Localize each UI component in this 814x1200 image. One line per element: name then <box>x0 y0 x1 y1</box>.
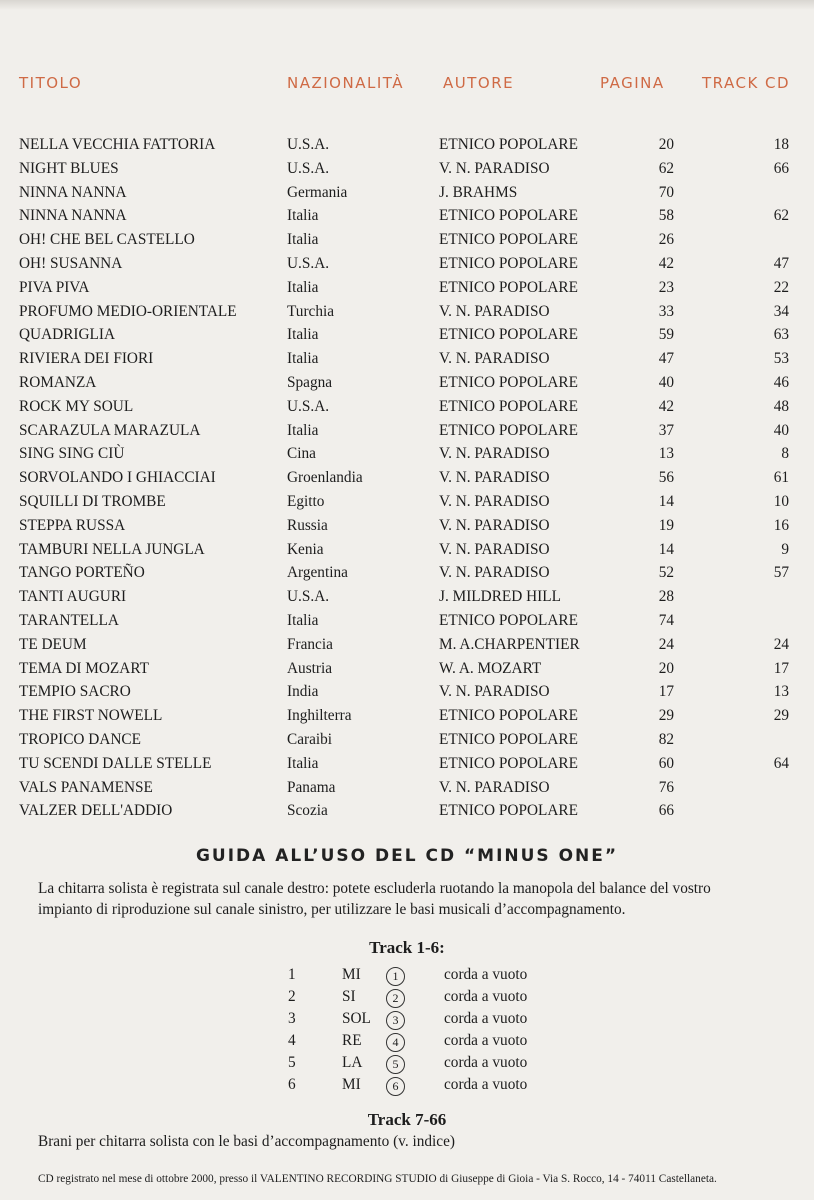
recording-credits: CD registrato nel mese di ottobre 2000, presso il VALENTINO RECORDING STUDIO di Giuseppe di Gioia - Via S. Rocco, 14 - 74011 Castellaneta. <box>38 1173 717 1185</box>
string-row <box>0 1076 814 1098</box>
song-nationality: Italia <box>287 754 319 772</box>
track-7-66-text: Brani per chitarra solista con le basi d’accompagnamento (v. indice) <box>38 1133 455 1150</box>
song-author: ETNICO POPOLARE <box>439 207 578 225</box>
song-author: ETNICO POPOLARE <box>439 254 578 272</box>
song-page: 82 <box>658 730 674 748</box>
string-description: corda a vuoto <box>444 966 528 983</box>
table-row <box>0 564 814 588</box>
song-title: VALS PANAMENSE <box>19 778 153 796</box>
song-page: 70 <box>658 183 674 201</box>
song-track: 47 <box>773 254 789 272</box>
string-number: 6 <box>288 1076 296 1093</box>
song-author: V. N. PARADISO <box>439 469 550 487</box>
song-title: RIVIERA DEI FIORI <box>19 350 154 368</box>
song-page: 56 <box>658 469 674 487</box>
song-author: ETNICO POPOLARE <box>439 421 578 439</box>
track-7-66-heading: Track 7-66 <box>367 1110 447 1129</box>
song-title: TU SCENDI DALLE STELLE <box>19 754 212 772</box>
song-page: 20 <box>658 136 674 153</box>
song-author: V. N. PARADISO <box>439 540 550 558</box>
table-row <box>0 541 814 565</box>
table-row <box>0 779 814 803</box>
song-page: 20 <box>658 659 674 677</box>
table-row <box>0 279 814 303</box>
song-title: NIGHT BLUES <box>19 159 119 177</box>
string-number: 4 <box>288 1032 296 1049</box>
song-title: PROFUMO MEDIO-ORIENTALE <box>19 302 237 320</box>
song-nationality: U.S.A. <box>287 136 330 153</box>
song-title: SING SING CIÙ <box>19 445 125 463</box>
table-row <box>0 231 814 255</box>
song-page: 60 <box>658 754 674 772</box>
song-title: PIVA PIVA <box>19 278 90 296</box>
string-note: LA <box>342 1054 363 1071</box>
table-row <box>0 802 814 826</box>
song-author: ETNICO POPOLARE <box>439 802 578 820</box>
song-track: 57 <box>773 564 789 582</box>
song-title: TROPICO DANCE <box>19 730 141 748</box>
song-track: 46 <box>773 373 789 391</box>
header-title: TITOLO <box>19 74 83 92</box>
table-row <box>0 445 814 469</box>
song-nationality: Caraibi <box>287 730 333 748</box>
song-nationality: U.S.A. <box>287 159 330 177</box>
song-nationality: Cina <box>287 445 316 463</box>
song-author: J. MILDRED HILL <box>439 588 561 606</box>
song-title: SCARAZULA MARAZULA <box>19 421 201 439</box>
song-track: 24 <box>773 635 789 653</box>
song-author: V. N. PARADISO <box>439 683 550 701</box>
string-number: 1 <box>288 966 296 983</box>
song-nationality: Spagna <box>287 373 333 391</box>
song-nationality: Francia <box>287 635 333 653</box>
string-note: SOL <box>342 1010 371 1027</box>
song-track: 48 <box>773 397 789 415</box>
header-nationality: NAZIONALITÀ <box>287 74 405 92</box>
song-page: 28 <box>658 588 674 606</box>
song-title: STEPPA RUSSA <box>19 516 126 534</box>
song-page: 42 <box>658 254 674 272</box>
table-row <box>0 303 814 327</box>
table-row <box>0 493 814 517</box>
string-note: MI <box>342 966 361 983</box>
table-row <box>0 350 814 374</box>
song-author: ETNICO POPOLARE <box>439 397 578 415</box>
guide-heading: GUIDA ALL’USO DEL CD “MINUS ONE” <box>195 846 619 866</box>
table-row <box>0 374 814 398</box>
song-page: 29 <box>658 707 674 725</box>
song-author: W. A. MOZART <box>439 659 542 677</box>
song-page: 33 <box>658 302 674 320</box>
table-row <box>0 755 814 779</box>
string-circle-icon: 6 <box>386 1077 405 1096</box>
table-row <box>0 731 814 755</box>
song-nationality: Italia <box>287 207 319 225</box>
song-page: 58 <box>658 207 674 225</box>
string-circle-icon: 4 <box>386 1033 405 1052</box>
song-nationality: Egitto <box>287 492 325 510</box>
table-row <box>0 326 814 350</box>
song-page: 52 <box>658 564 674 582</box>
song-nationality: Inghilterra <box>287 707 352 725</box>
string-number: 3 <box>288 1010 296 1027</box>
song-title: TEMPIO SACRO <box>19 683 131 701</box>
table-row <box>0 184 814 208</box>
song-title: OH! SUSANNA <box>19 254 123 272</box>
song-author: V. N. PARADISO <box>439 564 550 582</box>
song-author: ETNICO POPOLARE <box>439 754 578 772</box>
song-page: 40 <box>658 373 674 391</box>
song-page: 62 <box>658 159 674 177</box>
table-row <box>0 136 814 160</box>
table-row <box>0 422 814 446</box>
song-nationality: U.S.A. <box>287 254 330 272</box>
table-row <box>0 683 814 707</box>
table-header <box>0 74 814 94</box>
song-page: 24 <box>658 635 674 653</box>
song-title: TANGO PORTEÑO <box>19 564 145 582</box>
song-track: 17 <box>773 659 789 677</box>
song-page: 47 <box>658 350 674 368</box>
string-row <box>0 1054 814 1076</box>
song-author: J. BRAHMS <box>439 183 518 201</box>
string-description: corda a vuoto <box>444 1076 528 1093</box>
song-track: 10 <box>773 492 789 510</box>
table-row <box>0 707 814 731</box>
table-row <box>0 636 814 660</box>
song-track: 40 <box>773 421 789 439</box>
track-1-6-heading: Track 1-6: <box>369 938 445 957</box>
song-track: 9 <box>781 540 789 558</box>
string-description: corda a vuoto <box>444 988 528 1005</box>
header-author: AUTORE <box>443 74 515 92</box>
table-row <box>0 517 814 541</box>
song-title: QUADRIGLIA <box>19 326 116 344</box>
song-title: NELLA VECCHIA FATTORIA <box>19 136 216 153</box>
page-top-edge <box>0 0 814 10</box>
song-nationality: Kenia <box>287 540 324 558</box>
song-author: V. N. PARADISO <box>439 302 550 320</box>
string-circle-icon: 1 <box>386 967 405 986</box>
song-nationality: Argentina <box>287 564 348 582</box>
song-author: V. N. PARADISO <box>439 350 550 368</box>
song-nationality: Italia <box>287 278 319 296</box>
song-nationality: Italia <box>287 421 319 439</box>
string-row <box>0 1010 814 1032</box>
song-title: TE DEUM <box>19 635 87 653</box>
song-page: 59 <box>658 326 674 344</box>
song-nationality: U.S.A. <box>287 397 330 415</box>
song-nationality: Italia <box>287 231 319 249</box>
song-page: 74 <box>658 611 674 629</box>
song-index-table <box>0 136 814 826</box>
song-track: 29 <box>773 707 789 725</box>
song-page: 13 <box>658 445 674 463</box>
table-row <box>0 612 814 636</box>
song-nationality: India <box>287 683 319 701</box>
song-track: 34 <box>773 302 789 320</box>
song-track: 63 <box>773 326 789 344</box>
table-row <box>0 207 814 231</box>
string-note: RE <box>342 1032 362 1049</box>
song-title: ROCK MY SOUL <box>19 397 134 415</box>
song-track: 64 <box>773 754 789 772</box>
song-track: 16 <box>773 516 789 534</box>
table-row <box>0 398 814 422</box>
song-author: V. N. PARADISO <box>439 778 550 796</box>
song-title: VALZER DELL'ADDIO <box>19 802 173 820</box>
song-track: 66 <box>773 159 789 177</box>
song-track: 62 <box>773 207 789 225</box>
song-page: 37 <box>658 421 674 439</box>
song-nationality: Groenlandia <box>287 469 363 487</box>
song-page: 66 <box>658 802 674 820</box>
table-row <box>0 660 814 684</box>
string-note: MI <box>342 1076 361 1093</box>
string-description: corda a vuoto <box>444 1054 528 1071</box>
song-page: 23 <box>658 278 674 296</box>
string-description: corda a vuoto <box>444 1010 528 1027</box>
song-track: 53 <box>773 350 789 368</box>
song-title: TANTI AUGURI <box>19 588 127 606</box>
song-nationality: Italia <box>287 611 319 629</box>
song-nationality: Scozia <box>287 802 328 820</box>
string-row <box>0 966 814 988</box>
string-note: SI <box>342 988 356 1005</box>
song-track: 22 <box>773 278 789 296</box>
song-author: M. A.CHARPENTIER <box>439 635 580 653</box>
header-track: TRACK CD <box>702 74 791 92</box>
table-row <box>0 588 814 612</box>
song-nationality: Turchia <box>287 302 335 320</box>
song-track: 8 <box>781 445 789 463</box>
song-nationality: Italia <box>287 326 319 344</box>
song-title: TAMBURI NELLA JUNGLA <box>19 540 205 558</box>
song-nationality: U.S.A. <box>287 588 330 606</box>
song-title: SQUILLI DI TROMBE <box>19 492 166 510</box>
song-nationality: Germania <box>287 183 348 201</box>
table-row <box>0 469 814 493</box>
song-author: ETNICO POPOLARE <box>439 231 578 249</box>
song-author: ETNICO POPOLARE <box>439 730 578 748</box>
song-author: ETNICO POPOLARE <box>439 278 578 296</box>
song-author: V. N. PARADISO <box>439 159 550 177</box>
song-nationality: Italia <box>287 350 319 368</box>
song-title: TARANTELLA <box>19 611 119 629</box>
song-author: V. N. PARADISO <box>439 492 550 510</box>
song-title: SORVOLANDO I GHIACCIAI <box>19 469 216 487</box>
song-page: 14 <box>658 540 674 558</box>
song-page: 26 <box>658 231 674 249</box>
string-row <box>0 1032 814 1054</box>
string-row <box>0 988 814 1010</box>
song-page: 42 <box>658 397 674 415</box>
string-number: 5 <box>288 1054 296 1071</box>
table-row <box>0 160 814 184</box>
song-author: V. N. PARADISO <box>439 516 550 534</box>
song-nationality: Panama <box>287 778 336 796</box>
song-author: ETNICO POPOLARE <box>439 373 578 391</box>
song-track: 13 <box>773 683 789 701</box>
open-strings-list <box>0 966 814 1098</box>
song-title: TEMA DI MOZART <box>19 659 149 677</box>
song-title: NINNA NANNA <box>19 183 127 201</box>
header-page: PAGINA <box>600 74 665 92</box>
string-circle-icon: 2 <box>386 989 405 1008</box>
song-title: THE FIRST NOWELL <box>19 707 163 725</box>
song-nationality: Austria <box>287 659 333 677</box>
song-page: 76 <box>658 778 674 796</box>
song-author: ETNICO POPOLARE <box>439 326 578 344</box>
string-circle-icon: 3 <box>386 1011 405 1030</box>
song-title: OH! CHE BEL CASTELLO <box>19 231 195 249</box>
song-author: ETNICO POPOLARE <box>439 611 578 629</box>
song-page: 14 <box>658 492 674 510</box>
song-author: ETNICO POPOLARE <box>439 136 578 153</box>
song-page: 19 <box>658 516 674 534</box>
song-author: V. N. PARADISO <box>439 445 550 463</box>
table-row <box>0 255 814 279</box>
song-author: ETNICO POPOLARE <box>439 707 578 725</box>
song-nationality: Russia <box>287 516 328 534</box>
string-circle-icon: 5 <box>386 1055 405 1074</box>
song-page: 17 <box>658 683 674 701</box>
string-number: 2 <box>288 988 296 1005</box>
string-description: corda a vuoto <box>444 1032 528 1049</box>
song-track: 61 <box>773 469 789 487</box>
song-title: ROMANZA <box>19 373 97 391</box>
guide-text: La chitarra solista è registrata sul canale destro: potete escluderla ruotando la manopola del balance del vostro impianto di riproduzione sul canale sinistro, per utilizzare le basi musicali d’accompagnamento. <box>38 880 711 918</box>
song-title: NINNA NANNA <box>19 207 127 225</box>
song-track: 18 <box>773 136 789 153</box>
